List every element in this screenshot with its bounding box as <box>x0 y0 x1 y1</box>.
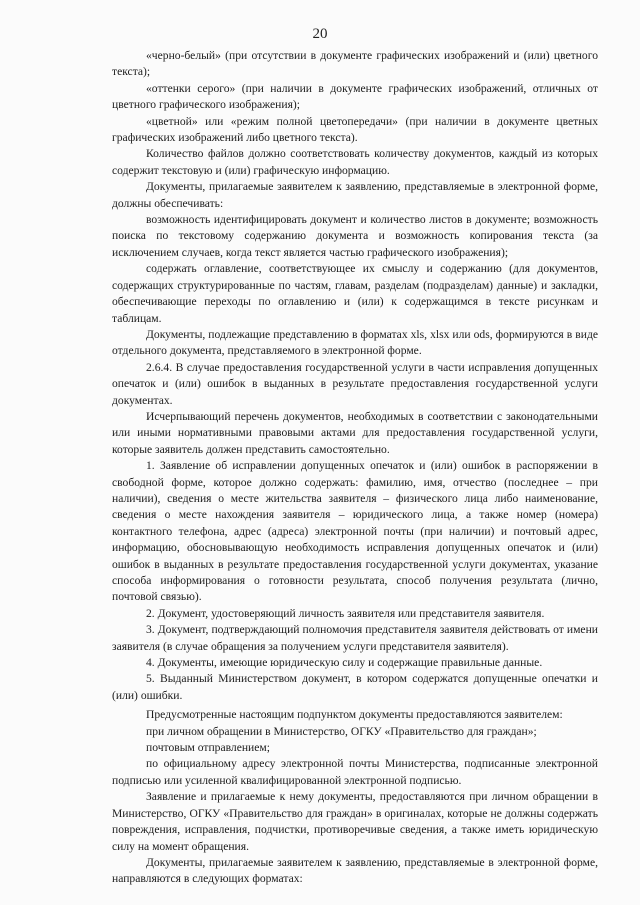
page-number: 20 <box>312 26 328 42</box>
paragraph: 2.6.4. В случае предоставления государственной услуги в части исправления допущенных опечаток и (или) ошибок в выданных в результате предоставления государственной услуги документах. <box>112 360 598 407</box>
paragraph: 5. Выданный Министерством документ, в котором содержатся допущенные опечатки и (или) ошибки. <box>112 672 598 702</box>
paragraph: 2. Документ, удостоверяющий личность заявителя или представителя заявителя. <box>146 606 545 620</box>
paragraph: при личном обращении в Министерство, ОГКУ «Правительство для граждан»; <box>146 724 537 738</box>
paragraph: Документы, подлежащие представлению в форматах xls, xlsx или ods, формируются в виде отдельного документа, представляемого в электронной форме. <box>112 327 598 358</box>
paragraph: Заявление и прилагаемые к нему документы, предоставляются при личном обращении в Министерство, ОГКУ «Правительство для граждан» в оригиналах, которые не должны содержать повреждения, исправления, подчистки, противоречивые сведения, а также иметь юридическую силу на момент обращения. <box>112 790 598 853</box>
paragraph: Предусмотренные настоящим подпунктом документы предоставляются заявителем: <box>146 708 563 722</box>
paragraph: Исчерпывающий перечень документов, необходимых в соответствии с законодательными или иными нормативными правовыми актами для предоставления государственной услуги, которые заявитель должен представить самостоятельно. <box>112 409 598 456</box>
paragraph: Количество файлов должно соответствовать количеству документов, каждый из которых содержит текстовую и (или) графическую информацию. <box>112 147 598 177</box>
paragraph: «оттенки серого» (при наличии в документе графических изображений, отличных от цветного графического изображения); <box>112 81 598 112</box>
document-body <box>112 48 598 888</box>
paragraph: содержать оглавление, соответствующее их смыслу и содержанию (для документов, содержащих структурированные по частям, главам, разделам (подразделам) данные) и закладки, обеспечивающие переходы по оглавлению и (или) к содержащимся в тексте рисункам и таблицам. <box>112 262 598 325</box>
paragraph: «цветной» или «режим полной цветопередачи» (при наличии в документе цветных графических изображений либо цветного текста). <box>112 114 598 145</box>
paragraph: 1. Заявление об исправлении допущенных опечаток и (или) ошибок в распоряжении в свободной форме, которое должно содержать: фамилию, имя, отчество (последнее – при наличии), сведения о месте жительства заявителя – физического лица либо наименование, сведения о месте нахождения заявителя – юридического лица, а также номер (номера) контактного телефона, адрес (адреса) электронной почты (при наличии) и почтовый адрес, информацию, обосновывающую необходимость исправления допущенных опечаток и (или) ошибок в выданных в результате предоставления государственной услуги документах, указание способа информирования о готовности результата, способ получения результата (лично, почтовой связью). <box>112 459 598 604</box>
paragraph: возможность идентифицировать документ и количество листов в документе; возможность поиска по текстовому содержанию документа и возможность копирования текста (за исключением случаев, когда текст является частью графического изображения); <box>112 213 598 259</box>
paragraph: «черно-белый» (при отсутствии в документе графических изображений и (или) цветного текста); <box>112 49 598 79</box>
paragraph: почтовым отправлением; <box>146 741 270 755</box>
paragraph: по официальному адресу электронной почты Министерства, подписанные электронной подписью или усиленной квалифицированной электронной подписью. <box>112 757 598 787</box>
paragraph: Документы, прилагаемые заявителем к заявлению, представляемые в электронной форме, направляются в следующих форматах: <box>112 855 598 886</box>
paragraph: 3. Документ, подтверждающий полномочия представителя заявителя действовать от имени заявителя (в случае обращения за получением услуги представителя заявителя). <box>112 623 598 653</box>
paragraph: Документы, прилагаемые заявителем к заявлению, представляемые в электронной форме, должны обеспечивать: <box>112 180 598 210</box>
paragraph: 4. Документы, имеющие юридическую силу и содержащие правильные данные. <box>146 656 543 670</box>
